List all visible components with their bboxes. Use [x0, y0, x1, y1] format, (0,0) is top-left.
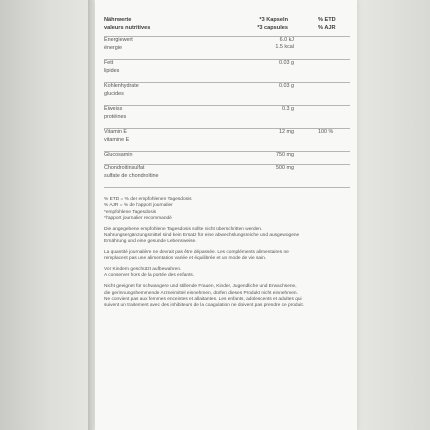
legend-text: % ETD = % der empfohlenen Tagesdosis % AJR = % de l'apport journalier *empfohlene Tagesdosis *l'apport journalier recommandé: [104, 197, 192, 221]
card-edge-shadow: [88, 0, 95, 430]
dose-warning-fr: La quantité journalière ne devrait pas être dépassée. Les compléments alimentaires ne remplacent pas une alimentation variée et équilibrée et un mode de vie sain.: [104, 250, 289, 262]
table-row: Chondroitinsulfat sulfate de chondroïtine 500 mg: [104, 164, 350, 188]
header-etd: % ETD % AJR: [318, 17, 336, 31]
header-nutrients: Nährwerte valeurs nutritives: [104, 17, 151, 31]
table-row: Energiewert énergie 6.0 kJ 1.5 kcal: [104, 36, 350, 59]
label-notes: [104, 197, 304, 314]
background-right: [355, 0, 430, 430]
header-capsules: *3 Kapseln *3 capsules: [257, 17, 288, 31]
dose-warning-de: Die angegebene empfohlene Tagesdosis sollte nicht überschritten werden. Nahrungsergänzungsmittel sind kein Ersatz für eine abwechslungsreiche und ausgewogene Ernährung und eine gesunde Lebensweise.: [104, 226, 300, 245]
storage-note: Vor Kindern geschützt aufbewahren. A conserver hors de la portée des enfants.: [104, 267, 195, 279]
table-row: Vitamin E vitamine E 12 mg 100 %: [104, 128, 350, 151]
table-row: Eiweiss protéines 0.3 g: [104, 105, 350, 128]
suitability-warning-de: Nicht geeignet für schwangere und stillende Frauen, Kinder, Jugendliche und Erwachsene, die gerinnungshemmende Arzneimittel einnehmen, dürfen dieses Produkt nicht einnehmen.: [104, 284, 298, 296]
table-row: Kohlenhydrate glucides 0.03 g: [104, 82, 350, 105]
nutrition-label-card: [95, 0, 357, 430]
suitability-warning-fr: Ne convient pas aux femmes enceintes et allaitantes. Les enfants, adolescents et adultes qui suivent un traitement avec des inhibiteurs de la coagulation ne doivent pas prendre ce produit.: [104, 296, 304, 309]
nutrition-table: [104, 36, 350, 188]
table-row: Fett lipides 0.03 g: [104, 59, 350, 82]
table-row: Glucosamin 750 mg: [104, 151, 350, 164]
background-left: [0, 0, 88, 430]
